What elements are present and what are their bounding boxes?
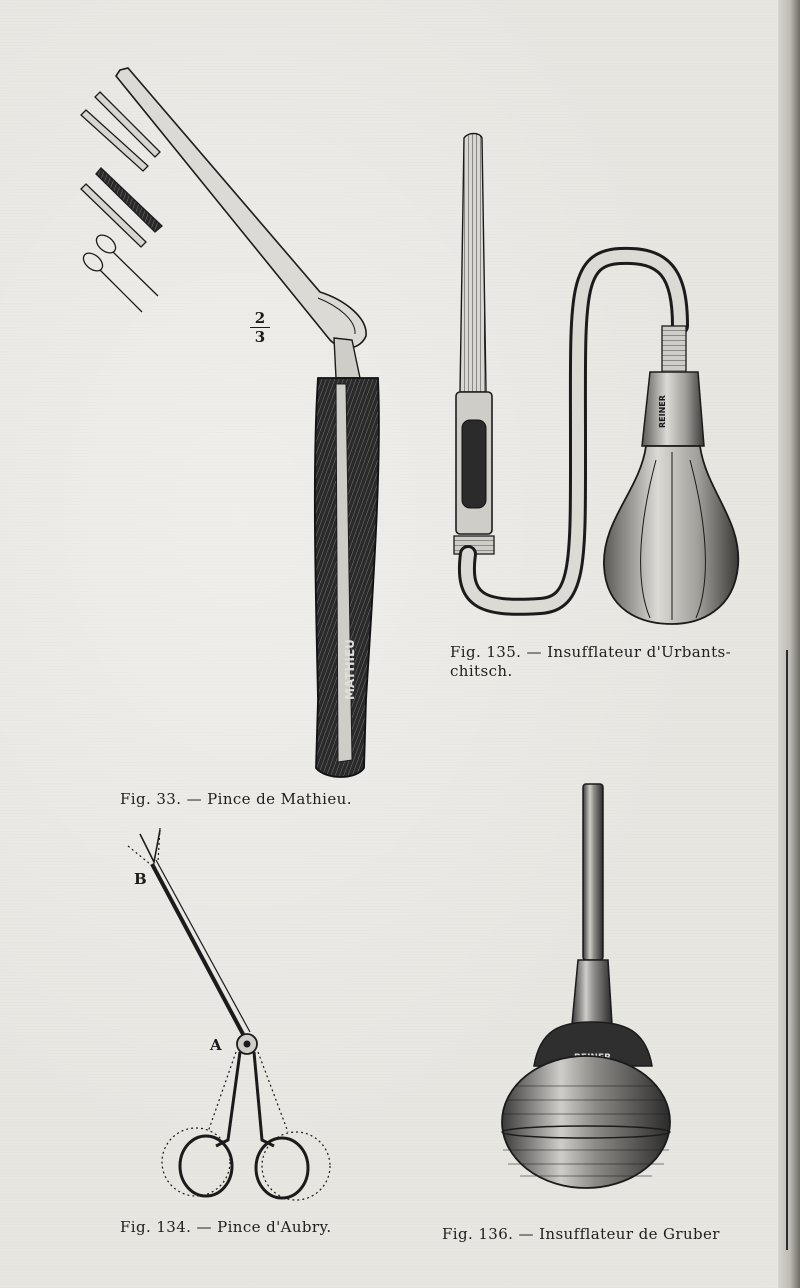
- fig133-spare-tips: [80, 92, 162, 312]
- fig134-pince-d-aubry: [128, 828, 330, 1200]
- fig134-caption: Fig. 134. — Pince d'Aubry.: [120, 1218, 332, 1236]
- fig133-handle-engraving: MATHIEU: [343, 639, 357, 700]
- fig136-caption: Fig. 136. — Insufflateur de Gruber: [442, 1225, 720, 1243]
- fig134-label-b: B: [134, 870, 147, 888]
- fig133-scale-fraction: [250, 310, 270, 345]
- fig133-scale-numerator: 2: [250, 310, 270, 328]
- fig135-caption: Fig. 135. — Insufflateur d'Urbants-chitsch.: [450, 643, 732, 680]
- fig136-insufflateur-gruber: [502, 784, 670, 1188]
- fig133-pince-de-mathieu: [80, 68, 379, 777]
- fig133-scale-denominator: 3: [254, 328, 266, 346]
- binding-line: [786, 650, 794, 1250]
- fig133-caption: Fig. 33. — Pince de Mathieu.: [120, 790, 352, 808]
- book-gutter-edge: [778, 0, 800, 1288]
- fig134-label-a: A: [210, 1036, 222, 1054]
- fig135-insufflateur-urbantschitsch: [454, 134, 738, 625]
- fig135-bulb-maker: REINER: [658, 395, 667, 428]
